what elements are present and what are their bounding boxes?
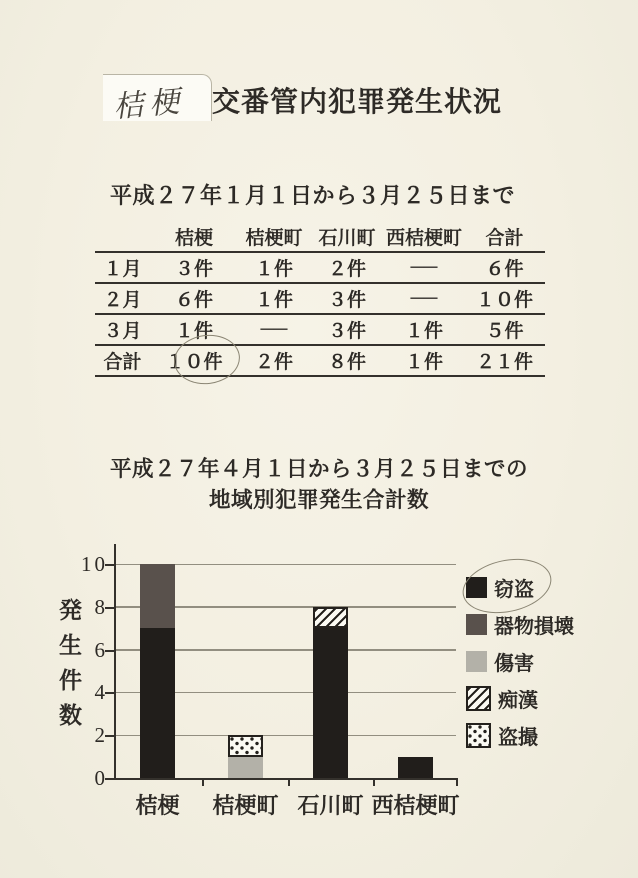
chart-heading-line1: 平成２７年４月１日から３月２５日までの bbox=[109, 457, 528, 481]
x-tick-mark bbox=[288, 780, 290, 786]
bar-segment-器物損壊 bbox=[140, 564, 175, 628]
table-header-cell: 合計 bbox=[485, 228, 524, 249]
table-cell: ── bbox=[410, 256, 438, 278]
y-tick-label: 2 bbox=[94, 723, 108, 748]
legend-label: 器物損壊 bbox=[494, 615, 574, 638]
bar-桔梗町 bbox=[228, 735, 263, 778]
table-row bbox=[95, 315, 545, 346]
legend-swatch-lightgray bbox=[466, 651, 487, 672]
table-cell: ３件 bbox=[327, 321, 366, 342]
chart-heading-line2: 地域別犯罪発生合計数 bbox=[208, 488, 429, 512]
crime-table bbox=[95, 222, 545, 377]
page-title: 交番管内犯罪発生状況 bbox=[212, 87, 503, 118]
bar-segment-傷害 bbox=[228, 757, 263, 778]
table-header-cell: 石川町 bbox=[318, 228, 376, 249]
table-cell: １件 bbox=[404, 352, 443, 373]
table-row-label: ３月 bbox=[103, 321, 142, 342]
table-cell: ８件 bbox=[327, 352, 366, 373]
legend-swatch-dots bbox=[466, 723, 491, 748]
y-tick-label: 8 bbox=[94, 594, 108, 619]
table-cell: ６件 bbox=[485, 259, 524, 280]
table-header-cell: 桔梗町 bbox=[245, 228, 303, 249]
legend-item-器物損壊 bbox=[466, 613, 574, 638]
legend-item-傷害 bbox=[466, 650, 574, 675]
table-cell: ── bbox=[260, 318, 288, 340]
bar-桔梗 bbox=[140, 564, 175, 778]
x-tick-mark bbox=[373, 780, 375, 786]
bar-西桔梗町 bbox=[398, 757, 433, 778]
correction-patch bbox=[103, 74, 212, 125]
table-header-cell: 桔梗 bbox=[174, 228, 213, 249]
legend-label: 窃盗 bbox=[494, 578, 534, 601]
table-cell: ── bbox=[410, 287, 438, 309]
table-cell: ２１件 bbox=[475, 352, 533, 373]
legend-label: 痴漢 bbox=[498, 689, 538, 712]
x-tick-mark bbox=[456, 780, 458, 786]
table-row bbox=[95, 346, 545, 377]
table-header-cell: 西桔梗町 bbox=[385, 228, 462, 249]
legend-item-痴漢 bbox=[466, 687, 574, 712]
y-tick-label: 10 bbox=[81, 552, 108, 576]
table-cell: １０件 bbox=[165, 352, 223, 373]
legend-item-盗撮 bbox=[466, 724, 574, 749]
table-row-label: ２月 bbox=[103, 290, 142, 311]
table-cell: ３件 bbox=[174, 259, 213, 280]
table-body bbox=[95, 253, 545, 377]
table-cell: １件 bbox=[174, 321, 213, 342]
x-axis-label: 桔梗 bbox=[135, 793, 180, 818]
x-tick-mark bbox=[202, 780, 204, 786]
y-axis-title: 発生件数 bbox=[56, 598, 81, 738]
table-cell: ３件 bbox=[327, 290, 366, 311]
bar-segment-盗撮 bbox=[228, 735, 263, 756]
legend-label: 盗撮 bbox=[498, 726, 538, 749]
bar-segment-窃盗 bbox=[140, 628, 175, 778]
table-cell: ２件 bbox=[327, 259, 366, 280]
table-cell: ６件 bbox=[174, 290, 213, 311]
table-cell: １件 bbox=[254, 290, 293, 311]
table-cell: ５件 bbox=[485, 321, 524, 342]
table-row-label: １月 bbox=[103, 259, 142, 280]
x-axis-line bbox=[114, 778, 458, 780]
table-row-label: 合計 bbox=[103, 352, 142, 373]
table-cell: １件 bbox=[404, 321, 443, 342]
table-row bbox=[95, 253, 545, 284]
bar-segment-窃盗 bbox=[313, 628, 348, 778]
y-tick-label: 6 bbox=[94, 637, 108, 662]
bar-石川町 bbox=[313, 607, 348, 778]
table-cell: １件 bbox=[254, 259, 293, 280]
x-axis-label: 西桔梗町 bbox=[371, 793, 460, 818]
table-header-row bbox=[95, 222, 545, 253]
legend-swatch-darkgray bbox=[466, 614, 487, 635]
bar-segment-窃盗 bbox=[398, 757, 433, 778]
table-cell: １０件 bbox=[475, 290, 533, 311]
x-axis-label: 桔梗町 bbox=[212, 793, 279, 818]
table-row bbox=[95, 284, 545, 315]
bars-layer bbox=[114, 548, 458, 778]
period-heading: 平成２７年１月１日から３月２５日まで bbox=[110, 183, 516, 208]
y-tick-label: 4 bbox=[94, 680, 108, 705]
table-cell: ２件 bbox=[254, 352, 293, 373]
legend-swatch-hatch bbox=[466, 686, 491, 711]
y-tick-label: 0 bbox=[94, 766, 108, 790]
handwritten-label: 桔梗 bbox=[112, 84, 187, 125]
x-axis-label: 石川町 bbox=[297, 793, 364, 818]
bar-segment-痴漢 bbox=[313, 607, 348, 628]
legend-label: 傷害 bbox=[494, 652, 534, 675]
